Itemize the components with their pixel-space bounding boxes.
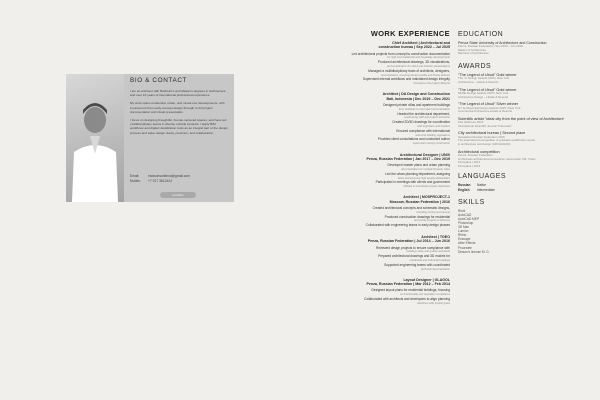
skill-item: Rhino bbox=[458, 233, 467, 238]
portrait-illustration bbox=[66, 74, 124, 202]
task-text: Produced construction drawings for residential bbox=[384, 214, 450, 219]
task-note: supervision during construction bbox=[412, 142, 450, 146]
task-text: Led architectural projects from concept to construction documentation bbox=[351, 51, 450, 56]
award-detail: First place | 2014 bbox=[458, 160, 481, 165]
award-detail: Newsletter Russian Federation 2016 bbox=[458, 134, 505, 139]
task-text: Prepared architectural drawings and 3D models for bbox=[378, 254, 450, 259]
language-name: Russian bbox=[458, 183, 471, 188]
task-text: Managed a multidisciplinary team of architects, designers, bbox=[368, 68, 450, 73]
job-place: Penza, Russian Federation | Jan 2017 – Dec 2019 bbox=[366, 156, 450, 161]
task-note: including zoning and layouts bbox=[416, 210, 450, 214]
task-note: supervising staff and project execution bbox=[404, 116, 450, 120]
job-entry bbox=[300, 195, 450, 228]
task-text: Led the urban planning department, assigning bbox=[385, 171, 450, 176]
award-item bbox=[458, 73, 594, 85]
task-note: officials to coordinate project objectives bbox=[403, 185, 450, 189]
contact-block bbox=[130, 174, 190, 183]
job-role: Architect | DA Design and Construction bbox=[382, 92, 450, 97]
task-text: Provided client consultations and conducted author bbox=[377, 137, 450, 142]
job-task bbox=[300, 78, 450, 85]
award-title: "The Legend of Ubud" Gold winner bbox=[458, 87, 517, 92]
task-text: Supervised internal workflows and maintained design integrity bbox=[362, 77, 450, 82]
job-role: Layout Designer | GLAGOL bbox=[403, 277, 450, 282]
skills-title: SKILLS bbox=[458, 198, 485, 206]
job-task bbox=[300, 207, 450, 214]
job-task bbox=[300, 70, 450, 77]
job-role: Architect | MOSPROJECT-1 bbox=[403, 195, 450, 200]
task-text: Created architectural concepts and schematic designs, bbox=[372, 206, 450, 210]
job-entry bbox=[300, 153, 450, 189]
skill-item: Lumion bbox=[458, 229, 469, 234]
skill-item: Photoshop bbox=[458, 221, 474, 226]
job-task bbox=[300, 61, 450, 68]
bio-paragraph: My work spans residential, urban, and mixed-use developments, with involvement from early concept design through to full project documentation and visual presentation. bbox=[130, 101, 225, 114]
work-experience bbox=[300, 29, 450, 312]
task-text: Produced architectural drawings, 3D visualizations, bbox=[377, 60, 450, 65]
job-task bbox=[300, 53, 450, 60]
skill-item: Enscape bbox=[458, 237, 471, 242]
skill-item: Procreate bbox=[458, 245, 472, 250]
job-task bbox=[300, 113, 450, 120]
award-item bbox=[458, 102, 594, 114]
bio-paragraph: I focus on designing thoughtful, human-centered spaces, and have led multidisciplinary teams in diverse cultural contexts. I apply BIM workflows and digital visualization tools as an integral part of the design process and value design clarity, precision, and collaboration. bbox=[130, 118, 228, 135]
award-detail: Penza, Russian Federation bbox=[458, 152, 493, 157]
task-note: and engineers, ensuring design quality and timely delivery bbox=[380, 73, 450, 77]
job-place: Moscow, Russian Federation | 2016 bbox=[389, 199, 450, 204]
work-title: WORK EXPERIENCE bbox=[370, 29, 450, 38]
education-title: EDUCATION bbox=[458, 31, 504, 38]
language-level: Native bbox=[477, 183, 487, 188]
task-text: Participated in meetings with clients and government bbox=[375, 180, 450, 185]
bio-card bbox=[66, 74, 234, 202]
language-level: Intermediate bbox=[477, 187, 495, 192]
job-task bbox=[300, 298, 450, 305]
task-note: with engineers and builders bbox=[417, 125, 450, 129]
task-text: Created 2D/3D drawings for coordination bbox=[392, 120, 450, 125]
language-name: English bbox=[458, 187, 470, 192]
task-note: from sketches to full project documentation bbox=[398, 107, 450, 111]
profile-photo bbox=[66, 74, 124, 202]
job-place: Penza, Russian Federation | Jul 2014 – Jun 2016 bbox=[367, 239, 450, 244]
skill-item: AutoCAD MEP bbox=[458, 216, 480, 221]
task-note: building codes and quality standards bbox=[406, 250, 450, 254]
award-detail: An Russian architectural competition named after V.B. Yuliev bbox=[458, 156, 536, 161]
job-place: Penza, Russian Federation | Mar 2012 – Feb 2014 bbox=[366, 282, 450, 287]
task-note: documentation for multiple Russian cities bbox=[401, 167, 450, 171]
mobile-label: Mobile: bbox=[130, 178, 141, 183]
job-entry bbox=[300, 278, 450, 305]
job-task bbox=[300, 255, 450, 262]
job-task bbox=[300, 130, 450, 137]
languages-title: LANGUAGES bbox=[458, 173, 507, 181]
skill-item: After Effects bbox=[458, 241, 476, 246]
mobile-number[interactable]: +7 917 3612424 bbox=[148, 178, 172, 183]
task-note: residential and industrial buildings bbox=[409, 258, 450, 262]
skill-item: Dinson's license M. G bbox=[458, 249, 489, 254]
award-detail: The international competition of graduate qualification works bbox=[458, 138, 535, 143]
job-task bbox=[300, 121, 450, 128]
job-role: Architect | TGEO bbox=[421, 234, 450, 239]
awards-title: AWARDS bbox=[458, 62, 492, 70]
task-text: Collaborated with architects and developers to align planning bbox=[364, 297, 450, 302]
award-title: City architectural bureau | Second place bbox=[458, 131, 526, 136]
job-task bbox=[300, 173, 450, 180]
task-note: decisions with project goals bbox=[417, 301, 450, 305]
skill-item: AutoCAD bbox=[458, 212, 472, 217]
award-detail: First place | 2013 bbox=[458, 163, 481, 168]
award-item bbox=[458, 131, 594, 146]
email-link[interactable]: nivaconsunitnva@gmail.com bbox=[148, 174, 191, 178]
task-note: and public projects in Moscow bbox=[414, 219, 450, 223]
task-text: Developed master plans and urban planning bbox=[387, 163, 450, 168]
job-entry bbox=[300, 235, 450, 271]
job-task bbox=[300, 289, 450, 296]
task-text: Designed private villas and apartment buildings bbox=[383, 103, 450, 108]
job-task bbox=[300, 104, 450, 111]
award-title: Scientific article 'Ideal city from the point of view of Architecture' bbox=[458, 116, 565, 121]
task-text: Supported engineering teams with coordinated bbox=[384, 262, 450, 267]
job-entry bbox=[300, 41, 450, 85]
skill-item: 3D Max bbox=[458, 225, 469, 230]
bio-title: BIO & CONTACT bbox=[130, 77, 188, 84]
education-detail: Master of Architecture bbox=[458, 47, 487, 52]
bio-paragraph: I am an architect with Bachelor's and Master's degrees in Architecture and over 10 years of international professional experience. bbox=[130, 89, 226, 98]
award-detail: International Scientific Journal "Intercultur" bbox=[458, 123, 513, 128]
email-label: Email: bbox=[130, 174, 140, 178]
award-title: Architectural competition bbox=[458, 149, 500, 154]
award-detail: The "A' Design Awards 2025 | New York bbox=[458, 76, 510, 81]
job-task bbox=[300, 216, 450, 223]
award-detail: Architecture Design – Hotels & Resorts bbox=[458, 94, 509, 99]
task-note: on functionality and regulation compliance bbox=[399, 293, 450, 297]
task-note: and coordination for client and investor presentations bbox=[386, 64, 450, 68]
job-role: Architectural Designer | UNIX bbox=[399, 152, 450, 157]
award-detail: Architecture – Hotels & Resorts bbox=[458, 79, 499, 84]
education-detail: Penza, Russian Federation | Sep 2013 – Jun 2019 bbox=[458, 44, 523, 49]
task-note: tasks and ensuring high-quality deliverables bbox=[397, 176, 450, 180]
award-detail: Commercial Architecture Hotels & Resorts bbox=[458, 109, 512, 114]
task-text: Reviewed design projects to ensure compliance with bbox=[375, 245, 450, 250]
task-text: Headed the architectural department, bbox=[397, 111, 450, 116]
job-task bbox=[300, 164, 450, 171]
award-detail: in architecture and design (ARCHGRAD) bbox=[458, 141, 511, 146]
job-task bbox=[300, 224, 450, 228]
award-detail: NY Architectural Design Awards 2025 | New York bbox=[458, 105, 521, 110]
task-note: technical documentation bbox=[421, 267, 450, 271]
job-task bbox=[300, 247, 450, 254]
task-text: Collaborated with engineering teams in early design phases bbox=[365, 223, 450, 228]
award-title: "The Legend of Ubud" Gold winner bbox=[458, 72, 517, 77]
award-detail: Kira Ishikova | 2013 bbox=[458, 120, 484, 125]
task-note: for high-end residential and hospitality developments bbox=[387, 56, 450, 60]
job-task bbox=[300, 181, 450, 188]
job-task bbox=[300, 138, 450, 145]
job-place: Bali, Indonesia | Dec 2019 – Dec 2021 bbox=[386, 96, 450, 101]
skill-item: Revit bbox=[458, 208, 466, 213]
right-column bbox=[458, 31, 594, 254]
job-place: construction bureau | Sep 2022 – Jul 2025 bbox=[378, 45, 450, 50]
education-detail: Bachelor of Architecture bbox=[458, 51, 489, 56]
job-entry bbox=[300, 92, 450, 145]
language-row bbox=[458, 188, 594, 192]
award-item bbox=[458, 117, 594, 129]
award-item bbox=[458, 88, 594, 100]
job-role: Chief Architect | Architectural and bbox=[392, 41, 450, 45]
job-task bbox=[300, 264, 450, 271]
task-note: throughout the project lifecycle bbox=[413, 82, 450, 86]
award-title: "The Legend of Ubud" Silver winner bbox=[458, 102, 519, 107]
award-item bbox=[458, 150, 594, 169]
task-text: Ensured compliance with international bbox=[396, 128, 450, 133]
task-note: and local building regulations bbox=[415, 133, 450, 137]
award-detail: MUSE Design Awards 2025 | New York bbox=[458, 90, 509, 95]
portfolio-button[interactable]: portfolio bbox=[160, 192, 196, 198]
education-school: Penza State University of Architecture and Construction bbox=[458, 41, 547, 45]
task-text: Designed layout plans for residential buildings, focusing bbox=[371, 288, 450, 293]
